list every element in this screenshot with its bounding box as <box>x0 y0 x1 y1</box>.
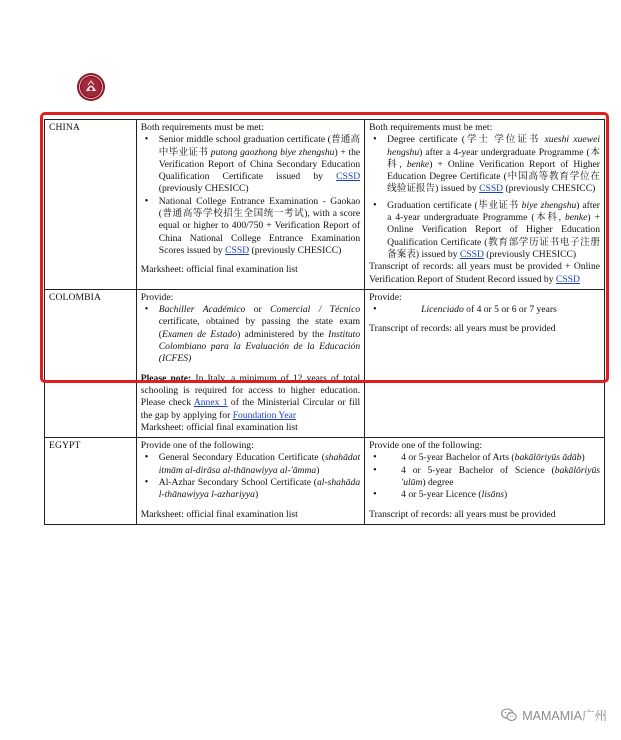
item-text: ) <box>316 464 320 476</box>
item-text: 4 or 5-year Bachelor of Arts ( <box>401 452 515 464</box>
item-italic: bakālōriyūs ādāb <box>514 452 582 464</box>
transcript-text: Transcript of records: all years must be provided + Online Verification Report of Student Record issued by <box>369 261 600 285</box>
requirements-intro: Provide one of the following: <box>140 440 254 452</box>
item-text: Senior middle school graduation certificate (普通高中毕业证书 <box>158 134 361 158</box>
wechat-icon <box>501 708 517 722</box>
item-text: ) + the Verification Report of China Secondary Education Qualification Certificate issued by <box>158 146 361 183</box>
item-italic: al-shahāda l-thānawiyya l-azhariyya <box>158 477 361 501</box>
school-requirements-cell <box>136 289 364 437</box>
country-name: CHINA <box>49 122 80 133</box>
item-italic: biye zhengshu <box>521 199 577 211</box>
item-text: 4 or 5-year Bachelor of Science ( <box>401 464 555 476</box>
marksheet-note: Marksheet: official final examination list <box>140 264 298 276</box>
item-text: ) <box>254 489 259 501</box>
item-text: ) <box>503 489 508 501</box>
item-text: 4 or 5-year Licence ( <box>401 489 482 501</box>
item-text: certificate, obtained by passing the state exam ( <box>158 316 361 340</box>
item-text: National College Entrance Examination - Gaokao (普通高等学校招生全国统一考试), with a score equal or higher to 400/750 + Verification Report of China National College Entrance Examination Scores issued by <box>158 195 361 256</box>
degree-requirements-cell <box>365 289 605 437</box>
school-requirements-cell <box>136 438 364 525</box>
table-row <box>45 289 605 437</box>
item-italic: Comercial / Técnico <box>270 304 361 316</box>
school-requirements-cell <box>136 120 364 290</box>
country-cell <box>45 120 137 290</box>
list-item <box>387 489 600 501</box>
annex-link[interactable]: Annex 1 <box>193 397 228 409</box>
cssd-link[interactable]: CSSD <box>479 183 504 195</box>
item-italic: benke <box>406 158 430 170</box>
list-item <box>159 196 360 257</box>
marksheet-note: Marksheet: official final examination list <box>140 508 298 520</box>
item-text: ) + Online Verification Report of Higher Education Degree Certificate (中国高等教育学位在线验证报告) issued by <box>387 158 600 195</box>
item-italic: xueshi xuewei hengshu <box>387 134 601 158</box>
country-cell <box>45 289 137 437</box>
item-text: (previously CHESICC) <box>483 248 577 260</box>
item-italic: Examen de Estado <box>161 328 238 340</box>
item-text: ) + Online Verification Report of Higher Education Qualification Certificate (教育部学历证书电子注册备案表) issued by <box>387 212 600 260</box>
requirements-intro: Both requirements must be met: <box>140 122 264 133</box>
transcript-note: Transcript of records: all years must be provided <box>369 508 556 520</box>
note-text: of the Ministerial Circular or fill the gap by applying for <box>140 397 361 421</box>
item-text: Degree certificate (学士 学位证书 <box>387 134 545 146</box>
item-italic: bakālōriyūs 'ulūm <box>401 464 600 489</box>
item-text: (previously CHESICC) <box>158 183 249 195</box>
item-italic: Instituto Colombiano para la Evaluación de la Educación (ICFES) <box>158 328 361 365</box>
item-text: General Secondary Education Certificate ( <box>158 452 325 464</box>
item-text: ) <box>581 452 585 464</box>
cssd-link[interactable]: CSSD <box>555 273 580 285</box>
item-text: of 4 or 5 or 6 or 7 years <box>463 304 557 316</box>
requirements-table <box>44 119 605 525</box>
country-cell <box>45 438 137 525</box>
list-item <box>387 465 600 490</box>
cssd-link[interactable]: CSSD <box>459 248 484 260</box>
list-item <box>387 200 600 261</box>
transcript-note: Transcript of records: all years must be provided <box>369 323 556 335</box>
table-row <box>45 120 605 290</box>
list-item <box>387 134 600 195</box>
item-text: Al-Azhar Secondary School Certificate ( <box>158 477 317 489</box>
item-text: (previously CHESICC) <box>503 183 596 195</box>
university-seal-icon <box>76 72 106 102</box>
watermark-text: MAMAMIA广州 <box>522 709 607 723</box>
item-text: ) after a 4-year undergraduate Programme (本科, <box>387 146 600 170</box>
item-italic: Bachiller Académico <box>158 304 246 316</box>
degree-requirements-cell <box>365 438 605 525</box>
watermark <box>501 706 607 724</box>
table-row <box>45 438 605 525</box>
list-item <box>159 477 360 502</box>
requirements-intro: Provide: <box>140 291 174 303</box>
list-item <box>159 304 360 365</box>
transcript-note <box>369 261 600 286</box>
requirements-intro: Provide one of the following: <box>369 440 483 452</box>
item-text: (previously CHESICC) <box>249 244 342 256</box>
item-text: ) after a 4-year undergraduate Programme (本科, <box>387 199 600 224</box>
foundation-year-link[interactable]: Foundation Year <box>232 409 297 421</box>
item-italic: Licenciado <box>421 304 464 316</box>
item-text: Graduation certificate (毕业证书 <box>387 199 522 211</box>
requirements-intro: Provide: <box>369 291 402 303</box>
item-text: ) administered by the <box>237 328 329 340</box>
item-text: or <box>245 304 271 316</box>
degree-requirements-cell <box>365 120 605 290</box>
list-item <box>387 304 600 316</box>
please-note <box>141 373 360 422</box>
item-italic: lisāns <box>481 489 504 501</box>
list-item <box>159 134 360 195</box>
note-label: Please note: <box>140 372 192 384</box>
note-text: In Italy, a minimum of 12 years of total schooling is required for access to higher education. Please check <box>140 372 361 409</box>
item-italic: benke <box>565 212 588 224</box>
cssd-link[interactable]: CSSD <box>336 171 361 183</box>
cssd-link[interactable]: CSSD <box>225 244 250 256</box>
item-italic: putong gaozhong biye zhengshu <box>210 146 335 158</box>
item-text: ) degree <box>422 477 454 489</box>
country-name: COLOMBIA <box>49 291 101 303</box>
list-item <box>159 452 360 477</box>
country-name: EGYPT <box>49 440 81 452</box>
requirements-intro: Both requirements must be met: <box>369 122 493 133</box>
list-item <box>387 452 600 464</box>
marksheet-note: Marksheet: official final examination list <box>140 421 298 433</box>
item-italic: shahādat itmām al-dirāsa al-thānawiyya al-'āmma <box>158 452 361 476</box>
